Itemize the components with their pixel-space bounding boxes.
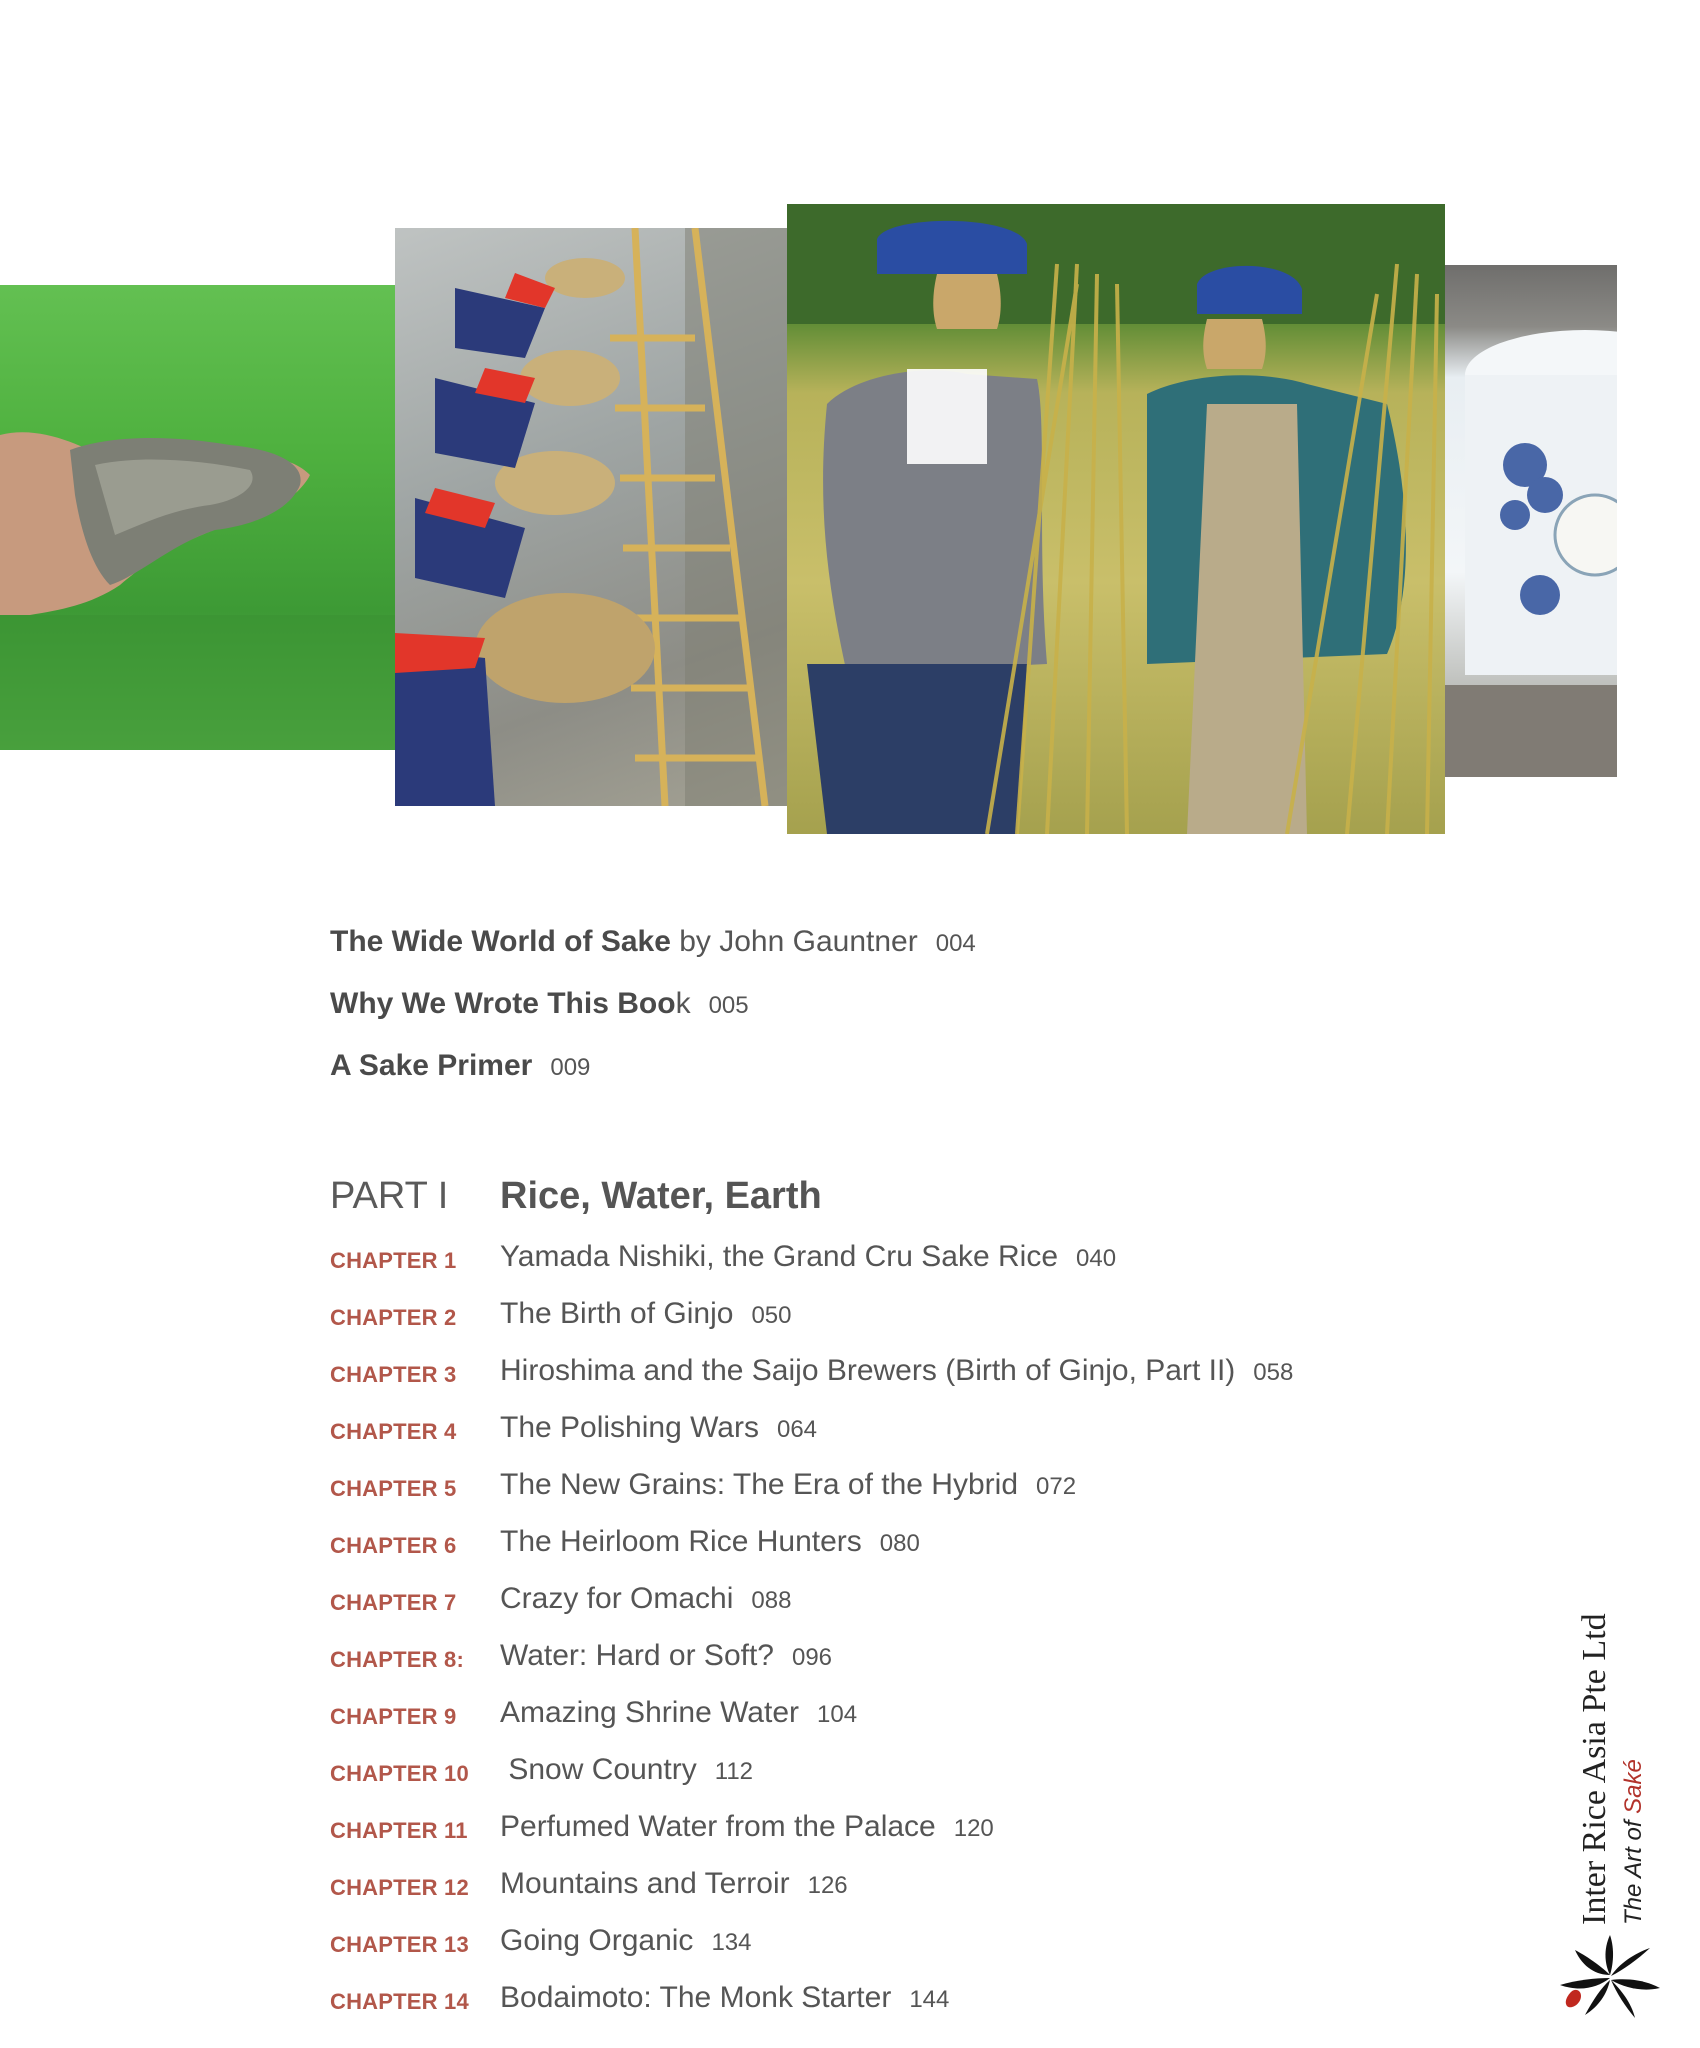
subtitle-accent: Saké xyxy=(1620,1759,1647,1814)
chapter-number: CHAPTER 12 xyxy=(330,1875,469,1900)
intro-title: A Sake Primer xyxy=(330,1049,533,1082)
chapter-number: CHAPTER 9 xyxy=(330,1704,457,1729)
chapter-number: CHAPTER 11 xyxy=(330,1818,468,1843)
chapter-number: CHAPTER 7 xyxy=(330,1590,457,1615)
chapter-title: The Polishing Wars xyxy=(500,1411,759,1444)
chapter-number: CHAPTER 2 xyxy=(330,1305,457,1330)
chapter-number: CHAPTER 10 xyxy=(330,1761,469,1786)
publisher-subtitle xyxy=(1620,1759,1648,1925)
chapter-title: Bodaimoto: The Monk Starter xyxy=(500,1981,892,2014)
page-number: 126 xyxy=(807,1872,848,1899)
chapter-number: CHAPTER 14 xyxy=(330,1989,469,2014)
publisher-logo-icon xyxy=(1555,1930,1665,2020)
chapter-title: Crazy for Omachi xyxy=(500,1582,734,1615)
intro-title: The Wide World of Sake xyxy=(330,925,671,958)
chapter-number: CHAPTER 13 xyxy=(330,1932,469,1957)
toc-intro-entry[interactable] xyxy=(330,987,749,1021)
page-number: 080 xyxy=(879,1530,920,1557)
chapter-number: CHAPTER 3 xyxy=(330,1362,457,1387)
part-title: Rice, Water, Earth xyxy=(500,1175,822,1217)
chapter-title: The Birth of Ginjo xyxy=(500,1297,734,1330)
page-number: 112 xyxy=(714,1758,754,1785)
rice-planting-photo xyxy=(395,228,787,806)
chapter-title: Mountains and Terroir xyxy=(500,1867,790,1900)
intro-title-rest: k xyxy=(675,987,691,1020)
chapter-title: Going Organic xyxy=(500,1924,694,1957)
chapter-number: CHAPTER 4 xyxy=(330,1419,457,1444)
chapter-title: Snow Country xyxy=(500,1753,697,1786)
page-number: 040 xyxy=(1076,1245,1117,1272)
chapter-title: The New Grains: The Era of the Hybrid xyxy=(500,1468,1018,1501)
subtitle-prefix: The Art of xyxy=(1620,1813,1647,1925)
page-number: 050 xyxy=(751,1302,792,1329)
page-number: 004 xyxy=(935,930,976,957)
chapter-number: CHAPTER 1 xyxy=(330,1248,457,1273)
intro-author: by John Gauntner xyxy=(670,925,918,958)
hand-holding-mud-photo xyxy=(0,285,395,750)
toc-intro-entry[interactable] xyxy=(330,925,976,959)
chapter-number: CHAPTER 5 xyxy=(330,1476,457,1501)
chapter-title: Perfumed Water from the Palace xyxy=(500,1810,936,1843)
page-number: 088 xyxy=(751,1587,792,1614)
chapter-title: Amazing Shrine Water xyxy=(500,1696,800,1729)
farmers-with-rice-photo xyxy=(787,204,1445,834)
page-number: 104 xyxy=(817,1701,858,1728)
page-number: 120 xyxy=(953,1815,994,1842)
page-number: 144 xyxy=(909,1986,950,2013)
page-number: 009 xyxy=(550,1054,591,1081)
chapter-title: The Heirloom Rice Hunters xyxy=(500,1525,862,1558)
page-number: 096 xyxy=(791,1644,833,1671)
part-label: PART I xyxy=(330,1175,449,1217)
chapter-title: Yamada Nishiki, the Grand Cru Sake Rice xyxy=(500,1240,1059,1273)
chapter-number: CHAPTER 6 xyxy=(330,1533,457,1558)
toc-intro-entry[interactable] xyxy=(330,1049,590,1083)
intro-title: Why We Wrote This Boo xyxy=(330,987,676,1020)
chapter-title: Water: Hard or Soft? xyxy=(500,1639,774,1672)
ceramic-jar-photo xyxy=(1445,265,1617,777)
page-number: 134 xyxy=(711,1929,752,1956)
page-number: 064 xyxy=(776,1416,818,1443)
page-number: 005 xyxy=(708,992,749,1019)
chapter-number: CHAPTER 8: xyxy=(330,1647,465,1672)
page-number: 058 xyxy=(1253,1359,1294,1386)
page-number: 072 xyxy=(1036,1473,1077,1500)
publisher-name: Inter Rice Asia Pte Ltd xyxy=(1576,1613,1613,1925)
chapter-title: Hiroshima and the Saijo Brewers (Birth of Ginjo, Part II) xyxy=(500,1354,1236,1387)
